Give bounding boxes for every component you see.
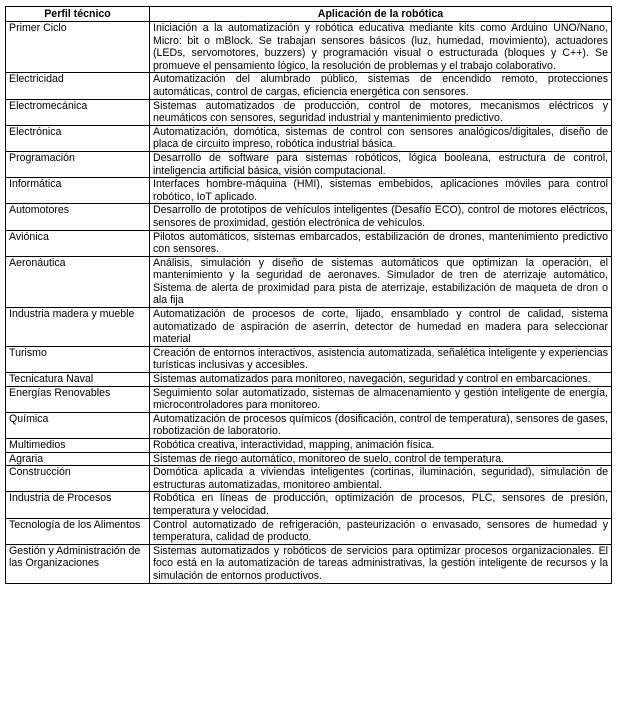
aplicacion-cell: Domótica aplicada a viviendas inteligentes (cortinas, iluminación, seguridad), simulación de estructuras automatizadas, monitoreo ambiental.	[150, 466, 612, 492]
perfil-cell: Tecnicatura Naval	[6, 373, 150, 387]
table-row	[6, 518, 612, 544]
document-page	[5, 6, 612, 584]
aplicacion-cell: Automatización de procesos de corte, lijado, ensamblado y control de calidad, sistema automatizado de aspiración de aserrín, detector de humedad en madera para seleccionar material	[150, 308, 612, 347]
table-header-row	[6, 7, 612, 22]
aplicacion-cell: Pilotos automáticos, sistemas embarcados, estabilización de drones, mantenimiento predictivo con sensores.	[150, 230, 612, 256]
perfil-cell: Multimedios	[6, 439, 150, 453]
aplicacion-cell: Sistemas automatizados y robóticos de servicios para optimizar procesos organizacionales. El foco está en la automatización de tareas administrativas, la gestión inteligente de recursos y la simulación de entornos productivos.	[150, 544, 612, 583]
perfil-cell: Programación	[6, 151, 150, 177]
aplicacion-cell: Desarrollo de prototipos de vehículos inteligentes (Desafío ECO), control de motores eléctricos, sensores de proximidad, gestión electrónica de vehículos.	[150, 204, 612, 230]
aplicacion-cell: Creación de entornos interactivos, asistencia automatizada, señalética inteligente y experiencias turísticas inclusivas y accesibles.	[150, 346, 612, 372]
aplicacion-cell: Robótica en líneas de producción, optimización de procesos, PLC, sensores de presión, temperatura y velocidad.	[150, 492, 612, 518]
aplicacion-cell: Automatización, domótica, sistemas de control con sensores analógicos/digitales, diseño de placa de circuito impreso, robótica industrial básica.	[150, 125, 612, 151]
perfil-cell: Automotores	[6, 204, 150, 230]
table-row	[6, 466, 612, 492]
table-row	[6, 178, 612, 204]
perfil-cell: Turismo	[6, 346, 150, 372]
table-row	[6, 256, 612, 307]
table-row	[6, 452, 612, 466]
aplicacion-cell: Sistemas automatizados para monitoreo, navegación, seguridad y control en embarcaciones.	[150, 373, 612, 387]
perfil-cell: Primer Ciclo	[6, 22, 150, 73]
aplicacion-cell: Robótica creativa, interactividad, mapping, animación física.	[150, 439, 612, 453]
table-row	[6, 22, 612, 73]
table-row	[6, 230, 612, 256]
robotics-profile-table	[5, 6, 612, 584]
perfil-cell: Electromecánica	[6, 99, 150, 125]
table-row	[6, 125, 612, 151]
perfil-cell: Aeronáutica	[6, 256, 150, 307]
aplicacion-cell: Desarrollo de software para sistemas robóticos, lógica booleana, estructura de control, inteligencia artificial básica, visión computacional.	[150, 151, 612, 177]
table-row	[6, 386, 612, 412]
table-row	[6, 99, 612, 125]
perfil-cell: Informática	[6, 178, 150, 204]
perfil-cell: Industria madera y mueble	[6, 308, 150, 347]
perfil-cell: Química	[6, 412, 150, 438]
header-perfil-tecnico: Perfil técnico	[6, 7, 150, 22]
perfil-cell: Tecnología de los Alimentos	[6, 518, 150, 544]
table-row	[6, 204, 612, 230]
aplicacion-cell: Iniciación a la automatización y robótica educativa mediante kits como Arduino UNO/Nano, Micro: bit o mBlock. Se trabajan sensores básicos (luz, humedad, movimiento), actuadores (LEDs, servomotores, buzzers) y programación visual o estructurada (bloques y C++). Se promueve el pensamiento lógico, la resolución de problemas y el trabajo colaborativo.	[150, 22, 612, 73]
aplicacion-cell: Automatización de procesos químicos (dosificación, control de temperatura), sensores de gases, robotización de laboratorio.	[150, 412, 612, 438]
aplicacion-cell: Control automatizado de refrigeración, pasteurización o envasado, sensores de humedad y temperatura, calidad de producto.	[150, 518, 612, 544]
perfil-cell: Energías Renovables	[6, 386, 150, 412]
table-row	[6, 544, 612, 583]
perfil-cell: Aviónica	[6, 230, 150, 256]
header-aplicacion-robotica: Aplicación de la robótica	[150, 7, 612, 22]
perfil-cell: Agraria	[6, 452, 150, 466]
table-row	[6, 439, 612, 453]
aplicacion-cell: Sistemas de riego automático, monitoreo de suelo, control de temperatura.	[150, 452, 612, 466]
aplicacion-cell: Seguimiento solar automatizado, sistemas de almacenamiento y gestión inteligente de energía, microcontroladores para monitoreo.	[150, 386, 612, 412]
aplicacion-cell: Automatización del alumbrado público, sistemas de encendido remoto, protecciones automáticas, control de cargas, eficiencia energética con sensores.	[150, 73, 612, 99]
table-row	[6, 346, 612, 372]
perfil-cell: Construcción	[6, 466, 150, 492]
aplicacion-cell: Análisis, simulación y diseño de sistemas automáticos que optimizan la operación, el mantenimiento y la seguridad de aeronaves. Simulador de tren de aterrizaje automático, Sistema de alerta de proximidad para pista de aterrizaje, estabilización de maqueta de dron o ala fija	[150, 256, 612, 307]
table-row	[6, 151, 612, 177]
table-row	[6, 73, 612, 99]
perfil-cell: Electricidad	[6, 73, 150, 99]
perfil-cell: Industria de Procesos	[6, 492, 150, 518]
table-row	[6, 492, 612, 518]
table-row	[6, 412, 612, 438]
aplicacion-cell: Interfaces hombre-máquina (HMI), sistemas embebidos, aplicaciones móviles para control robótico, IoT aplicado.	[150, 178, 612, 204]
table-row	[6, 373, 612, 387]
perfil-cell: Electrónica	[6, 125, 150, 151]
aplicacion-cell: Sistemas automatizados de producción, control de motores, mecanismos eléctricos y neumáticos con sensores, seguridad industrial y mantenimiento predictivo.	[150, 99, 612, 125]
table-row	[6, 308, 612, 347]
perfil-cell: Gestión y Administración de las Organizaciones	[6, 544, 150, 583]
